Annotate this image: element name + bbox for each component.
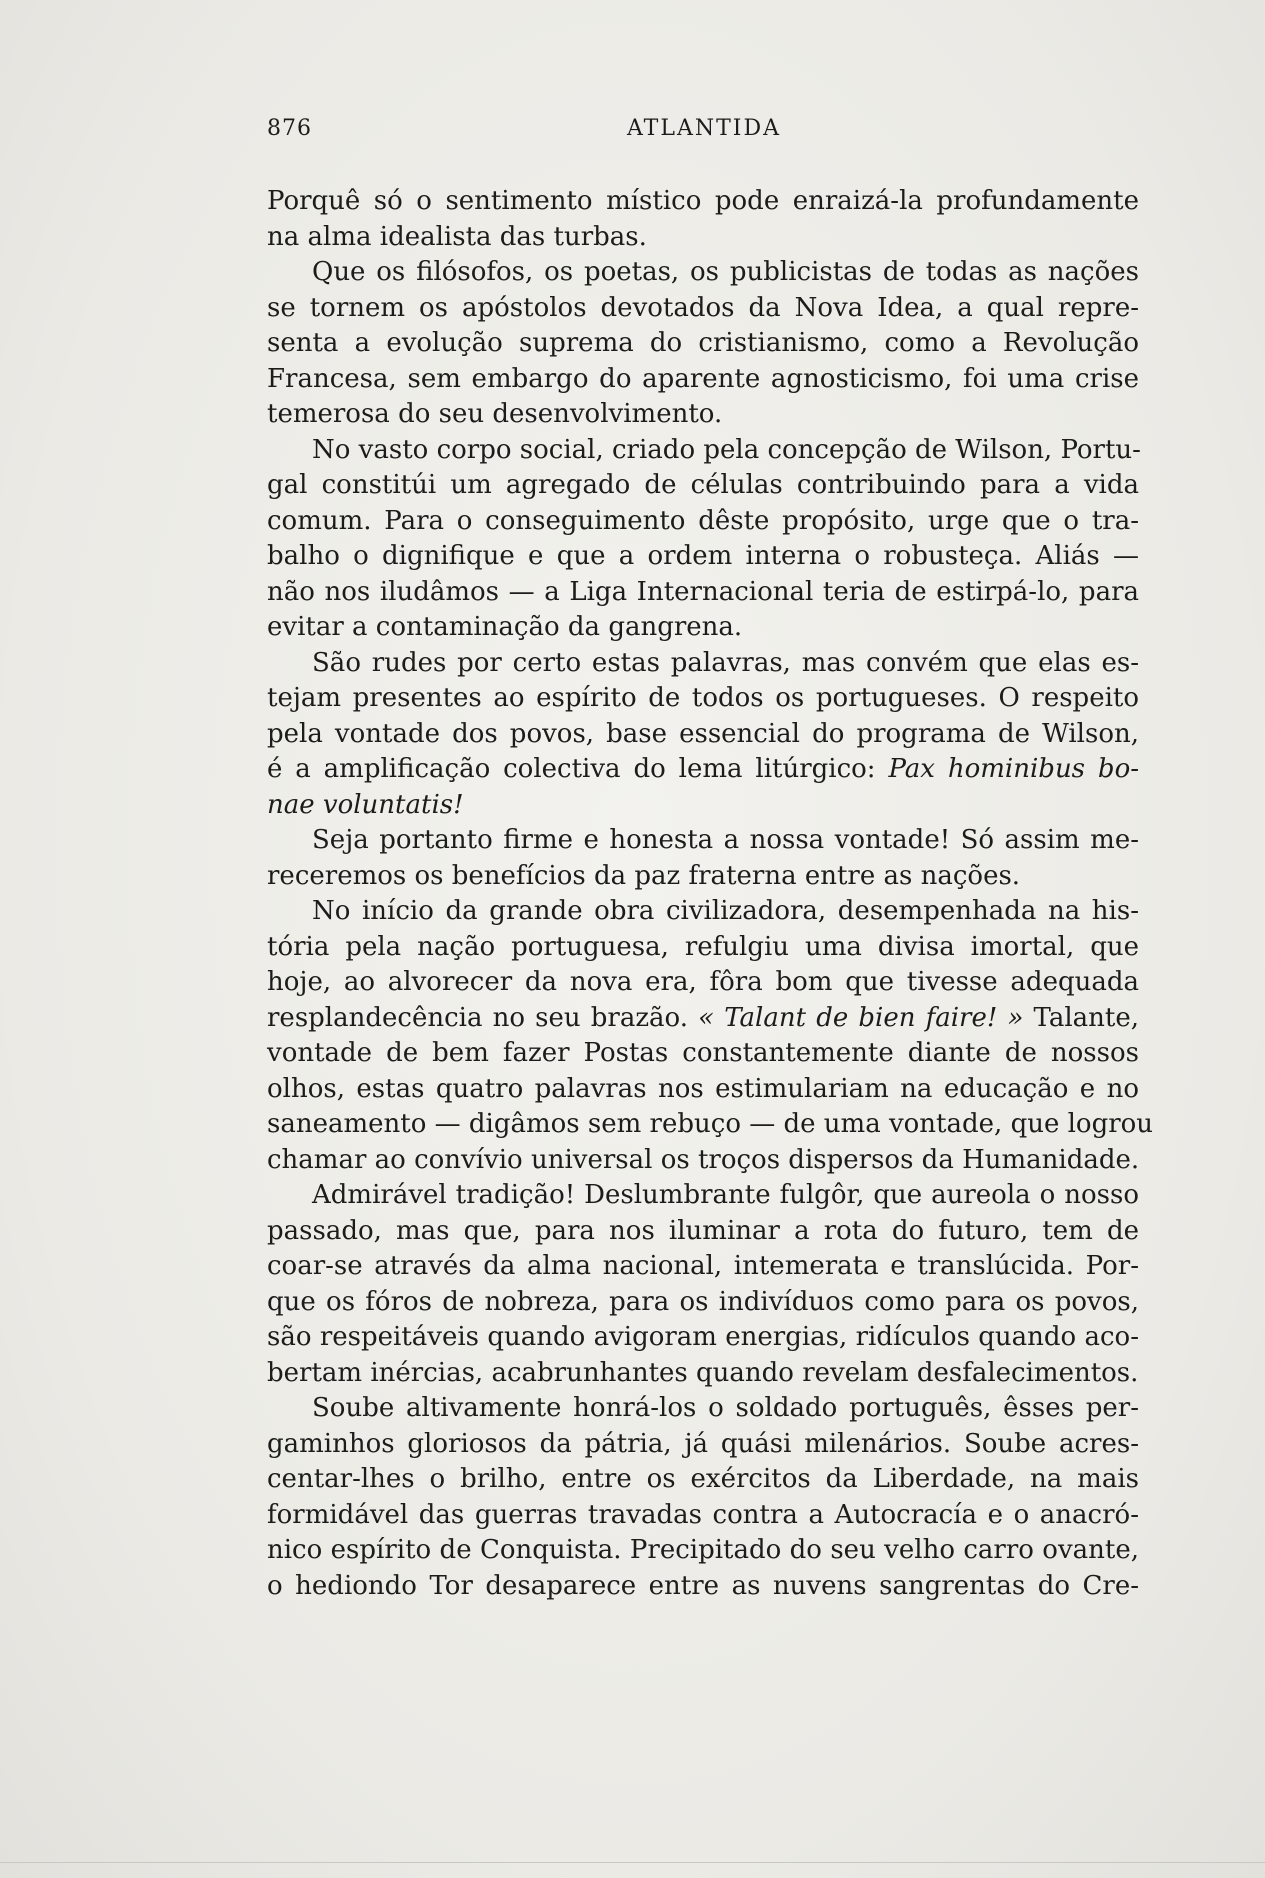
text-line: Soube altivamente honrá-los o soldado português, êsses per- [312, 1393, 1139, 1423]
text-line: o hediondo Tor desaparece entre as nuvens sangrentas do Cre- [267, 1570, 1139, 1601]
text-line: não nos iludâmos — a Liga Internacional teria de estirpá-lo, para [267, 576, 1139, 607]
text-line: receremos os benefícios da paz fraterna entre as nações. [267, 860, 1021, 891]
journal-title: ATLANTIDA [627, 116, 781, 141]
text-line: olhos, estas quatro palavras nos estimulariam na educação e no [267, 1073, 1139, 1104]
text-line: formidável das guerras travadas contra a Autocracía e o anacró- [267, 1499, 1139, 1530]
text-line: hoje, ao alvorecer da nova era, fôra bom que tivesse adequada [267, 967, 1139, 997]
text-line: coar-se através da alma nacional, intemerata e translúcida. Por- [267, 1251, 1139, 1281]
text-line: No início da grande obra civilizadora, desempenhada na his- [312, 896, 1139, 926]
italic-motto: « Talant de bien faire! » [698, 1002, 1024, 1033]
italic-quote: nae voluntatis! [267, 789, 464, 820]
text-segment: é a amplificação colectiva do lema litúrgico: [267, 754, 876, 784]
text-line: No vasto corpo social, criado pela concepção de Wilson, Portu- [312, 434, 1141, 465]
text-line: se tornem os apóstolos devotados da Nova Idea, a qual repre- [267, 292, 1139, 323]
italic-quote: Pax hominibus bo- [888, 754, 1140, 784]
text-line: Francesa, sem embargo do aparente agnosticismo, foi uma crise [267, 363, 1139, 394]
text-line-mixed [267, 1001, 1139, 1037]
text-line: na alma idealista das turbas. [267, 221, 647, 252]
text-line: vontade de bem fazer Postas constantemente diante de nossos [267, 1038, 1139, 1068]
text-line: bertam inércias, acabrunhantes quando revelam desfalecimentos. [267, 1357, 1139, 1388]
text-line: gaminhos gloriosos da pátria, já quási milenários. Soube acres- [267, 1428, 1139, 1459]
text-line: São rudes por certo estas palavras, mas convém que elas es- [312, 647, 1139, 678]
text-line: pela vontade dos povos, base essencial do programa de Wilson, [267, 718, 1139, 749]
page-number: 876 [267, 116, 312, 141]
text-line: centar-lhes o brilho, entre os exércitos da Liberdade, na mais [267, 1464, 1139, 1494]
text-line: temerosa do seu desenvolvimento. [267, 399, 723, 429]
page-edge-line [0, 1862, 1265, 1863]
text-line: chamar ao convívio universal os troços dispersos da Humanidade. [267, 1144, 1140, 1175]
text-line: senta a evolução suprema do cristianismo, como a Revolução [267, 328, 1139, 358]
text-line-mixed [267, 752, 1139, 788]
text-line: Seja portanto firme e honesta a nossa vontade! Só assim me- [312, 825, 1139, 855]
text-line: tória pela nação portuguesa, refulgiu uma divisa imortal, que [267, 931, 1139, 962]
text-line: são respeitáveis quando avigoram energias, ridículos quando aco- [267, 1322, 1139, 1352]
text-line: que os fóros de nobreza, para os indivíduos como para os povos, [267, 1286, 1139, 1317]
text-line: gal constitúi um agregado de células contribuindo para a vida [267, 470, 1139, 500]
running-head [267, 116, 1139, 150]
body-text [267, 184, 1154, 1604]
text-line: tejam presentes ao espírito de todos os portugueses. O respeito [267, 683, 1139, 713]
text-line: Admirável tradição! Deslumbrante fulgôr, que aureola o nosso [312, 1180, 1139, 1210]
text-line: comum. Para o conseguimento dêste propósito, urge que o tra- [267, 505, 1139, 536]
text-line: saneamento — digâmos sem rebuço — de uma vontade, que logrou [267, 1109, 1154, 1139]
text-line: passado, mas que, para nos iluminar a rota do futuro, tem de [267, 1215, 1139, 1246]
text-line: balho o dignifique e que a ordem interna o robusteça. Aliás — [267, 541, 1139, 571]
text-line: Que os filósofos, os poetas, os publicistas de todas as nações [312, 257, 1139, 287]
text-segment: Talante, [1033, 1002, 1140, 1033]
text-line: Porquê só o sentimento místico pode enraizá-la profundamente [267, 186, 1139, 216]
text-line: nico espírito de Conquista. Precipitado do seu velho carro ovante, [267, 1535, 1139, 1565]
text-segment: resplandecência no seu brazão. [267, 1002, 689, 1033]
text-line: evitar a contaminação da gangrena. [267, 612, 743, 642]
